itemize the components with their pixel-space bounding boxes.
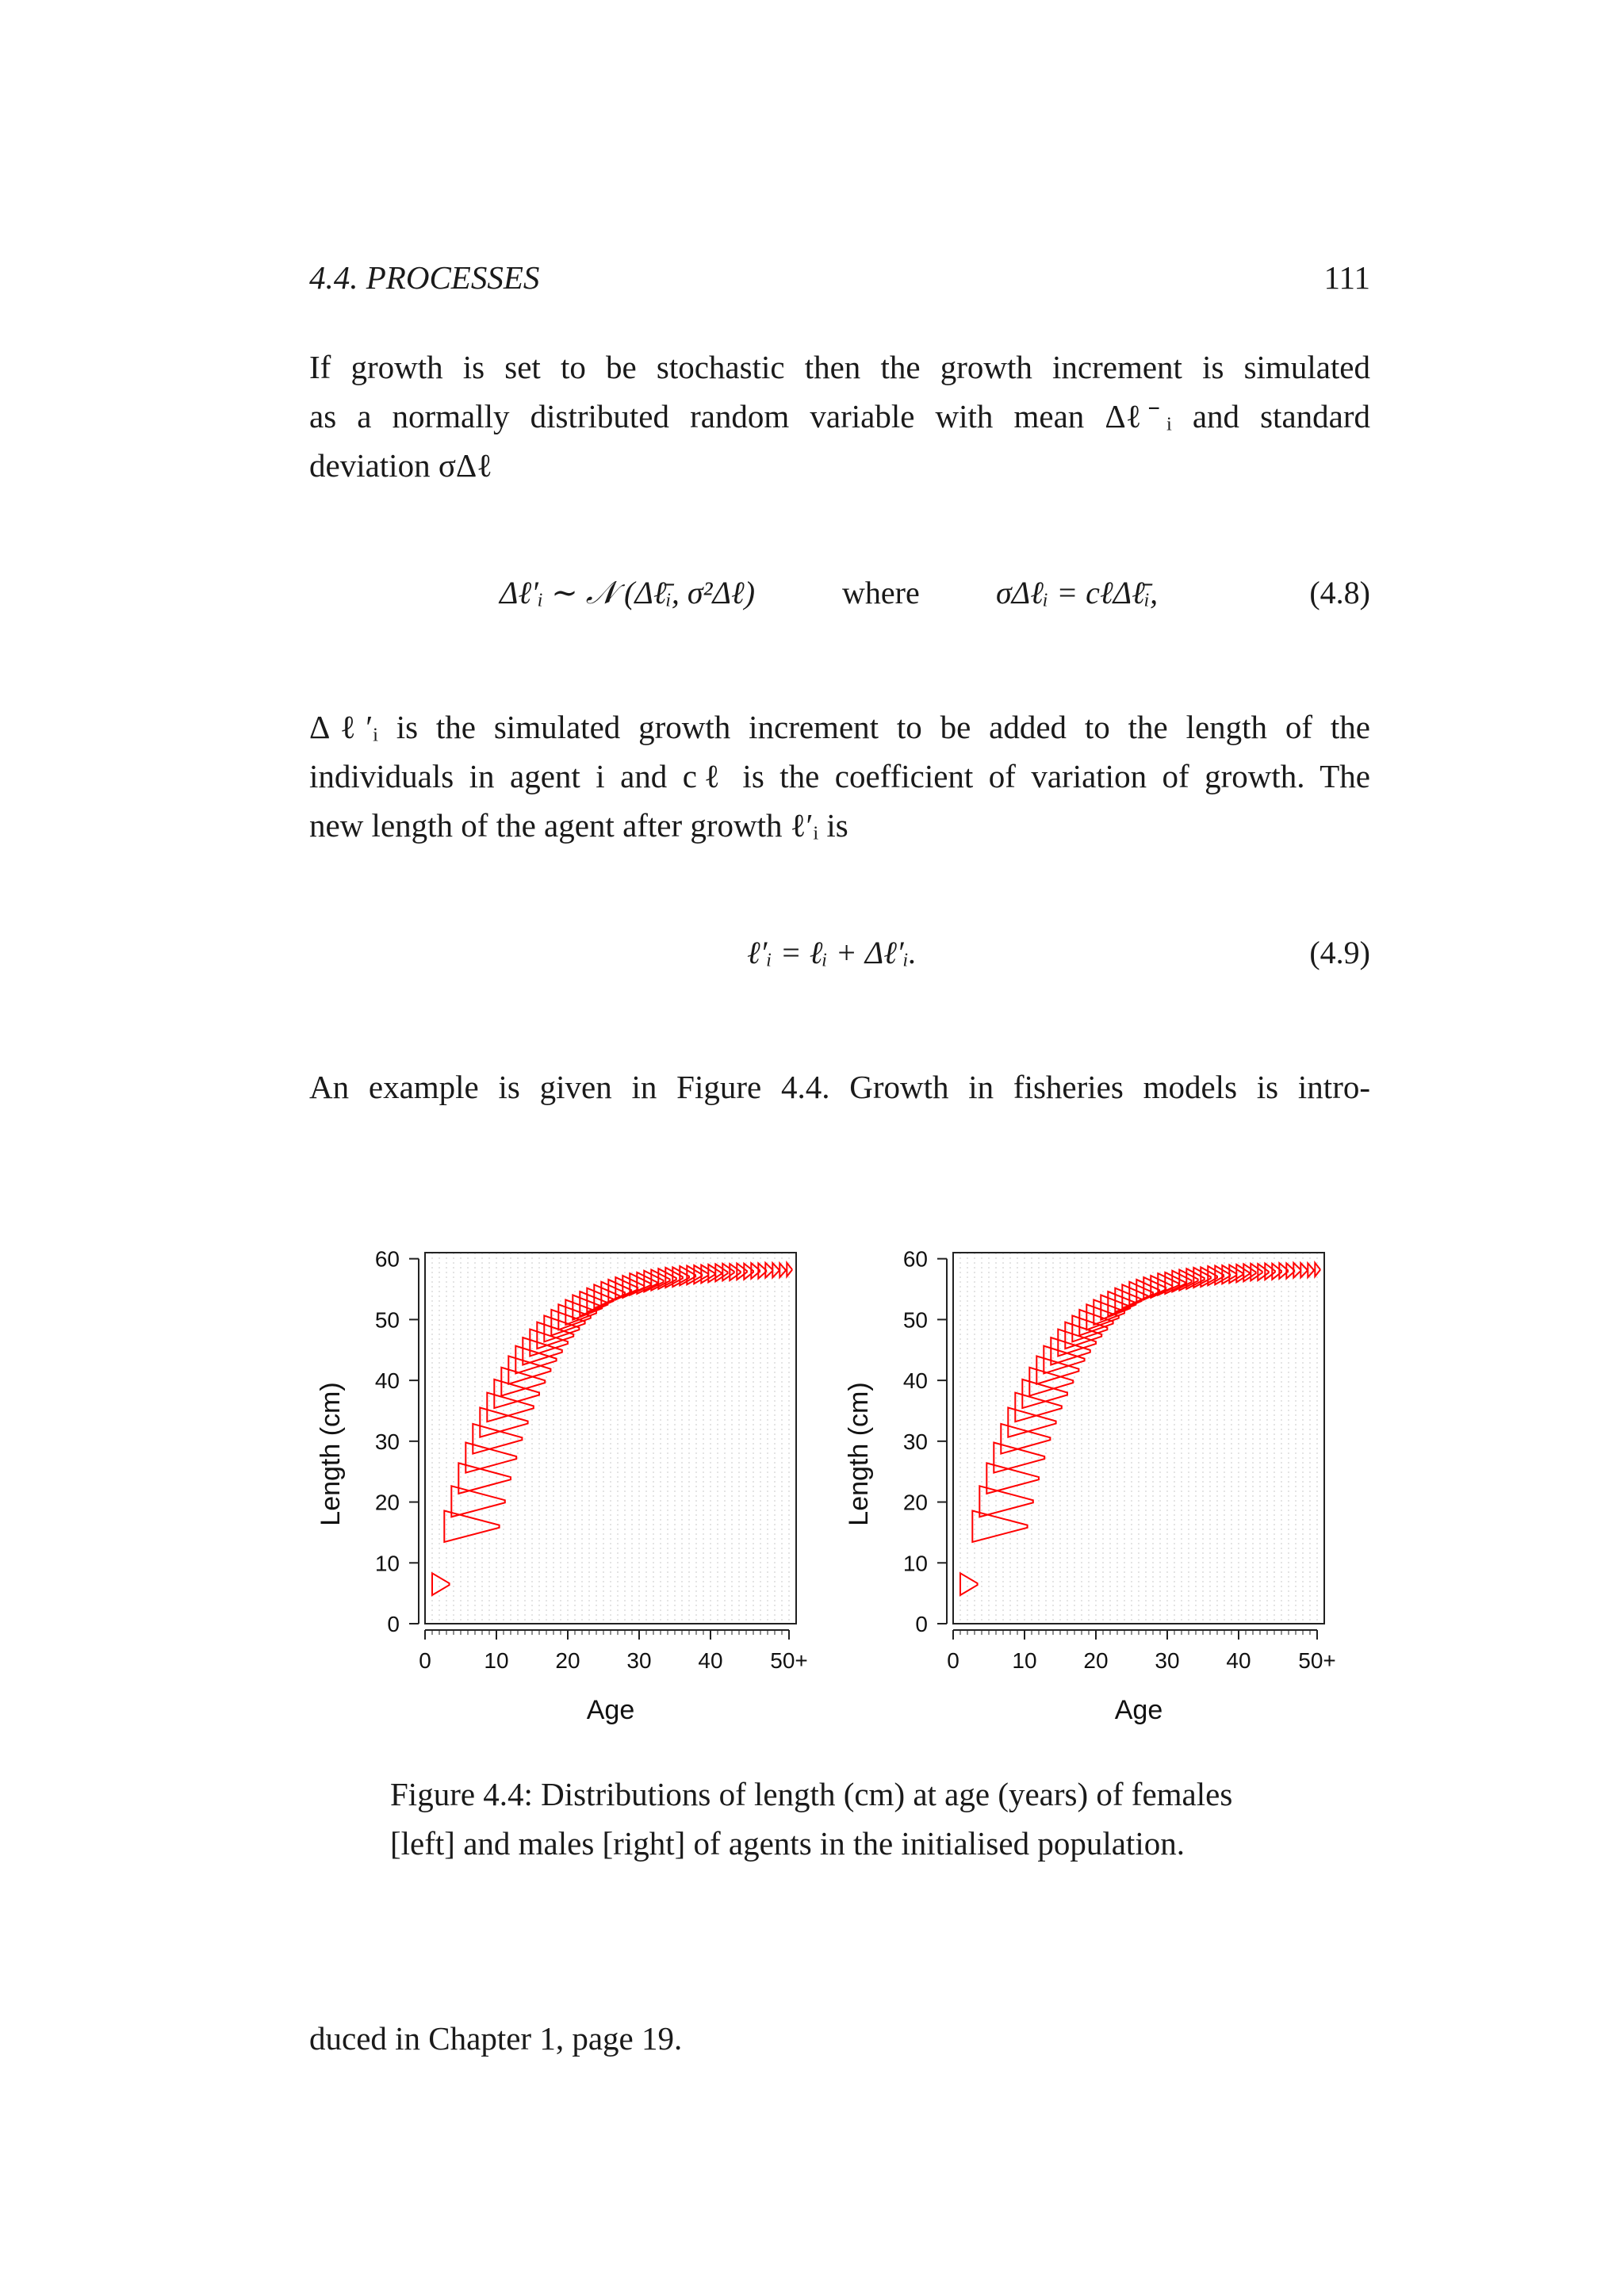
x-tick-label: 50+ — [1298, 1648, 1336, 1673]
chart-panel-left — [316, 1247, 808, 1725]
x-axis-label: Age — [586, 1695, 635, 1725]
x-tick-label: 40 — [1226, 1648, 1251, 1673]
length-distribution-age-3 — [444, 1511, 499, 1542]
page-header — [309, 258, 1370, 303]
length-distribution-age-49 — [772, 1263, 779, 1277]
y-axis-label: Length (cm) — [316, 1382, 346, 1526]
x-tick-label: 0 — [947, 1648, 959, 1673]
y-tick-label: 0 — [915, 1612, 928, 1636]
y-tick-label: 20 — [374, 1490, 400, 1515]
length-distribution-age-50 — [1308, 1263, 1313, 1277]
x-tick-label: 0 — [419, 1648, 431, 1673]
length-distribution-age-51 — [787, 1263, 791, 1276]
paragraph-line: new length of the agent after growth ℓ′ᵢ is — [309, 807, 848, 844]
length-distribution-age-3 — [972, 1511, 1027, 1542]
length-distribution-age-51 — [1315, 1263, 1320, 1276]
x-axis-label: Age — [1114, 1695, 1163, 1725]
y-tick-label: 40 — [902, 1368, 928, 1394]
x-tick-label: 50+ — [770, 1648, 808, 1673]
y-tick-label: 50 — [374, 1307, 400, 1333]
x-tick-label: 20 — [555, 1648, 580, 1673]
paragraph-line: duced in Chapter 1, page 19. — [309, 2020, 683, 2057]
paragraph-line: Δℓ′ᵢ is the simulated growth increment to be added to the length of the — [309, 709, 1370, 745]
x-tick-label: 10 — [1012, 1648, 1037, 1673]
length-distribution-age-44 — [1265, 1264, 1275, 1280]
y-tick-label: 60 — [374, 1246, 400, 1272]
x-tick-label: 30 — [626, 1648, 652, 1673]
x-tick-label: 10 — [484, 1648, 509, 1673]
figure-4-4 — [301, 1221, 1380, 1744]
equation-number: (4.9) — [1309, 935, 1370, 970]
y-tick-label: 10 — [902, 1551, 928, 1576]
x-tick-label: 20 — [1083, 1648, 1109, 1673]
equation-4-9 — [309, 934, 1370, 982]
chart-panel-right — [844, 1247, 1336, 1725]
page-number: 111 — [1323, 259, 1370, 296]
caption-line: [left] and males [right] of agents in the initialised population. — [390, 1825, 1185, 1862]
length-distribution-age-4 — [979, 1486, 1033, 1517]
y-tick-label: 60 — [902, 1246, 928, 1272]
equation-where: where — [842, 575, 920, 610]
figure-charts — [301, 1221, 1380, 1744]
paragraph-line: If growth is set to be stochastic then the growth increment is simulated — [309, 349, 1370, 385]
x-tick-label: 40 — [698, 1648, 723, 1673]
paragraph-line: An example is given in Figure 4.4. Growth in fisheries models is intro- — [309, 1069, 1370, 1105]
figure-caption — [390, 1770, 1310, 1868]
paragraph-4 — [309, 2014, 1370, 2063]
paragraph-line: as a normally distributed random variable with mean Δℓ̄ᵢ and standard — [309, 398, 1370, 434]
running-head: 4.4. PROCESSES — [309, 259, 540, 296]
length-distribution-age-44 — [737, 1264, 747, 1280]
equation-rhs: σΔℓᵢ = cℓΔℓ̄ᵢ, — [996, 575, 1159, 610]
y-tick-label: 0 — [387, 1612, 400, 1636]
y-tick-label: 10 — [374, 1551, 400, 1576]
y-tick-label: 30 — [902, 1429, 928, 1454]
equation-4-8 — [309, 574, 1370, 622]
equation-lhs: Δℓ′ᵢ ∼ 𝒩 (Δℓ̄ᵢ, σ²Δℓ) — [500, 575, 756, 610]
y-tick-label: 30 — [374, 1429, 400, 1454]
paragraph-2 — [309, 702, 1370, 850]
y-tick-label: 20 — [902, 1490, 928, 1515]
x-tick-label: 30 — [1155, 1648, 1180, 1673]
length-distribution-age-4 — [451, 1486, 505, 1517]
paragraph-line: individuals in agent i and cℓ is the coefficient of variation of growth. The — [309, 758, 1370, 794]
y-axis-label: Length (cm) — [844, 1382, 874, 1526]
y-tick-label: 50 — [902, 1307, 928, 1333]
length-distribution-age-50 — [779, 1263, 785, 1277]
caption-line: Figure 4.4: Distributions of length (cm) at age (years) of females — [390, 1776, 1233, 1812]
equation-number: (4.8) — [1309, 575, 1370, 610]
y-tick-label: 40 — [374, 1368, 400, 1394]
paragraph-3 — [309, 1062, 1370, 1112]
length-distribution-age-49 — [1300, 1263, 1307, 1277]
equation-body: ℓ′ᵢ = ℓᵢ + Δℓ′ᵢ. — [747, 935, 917, 970]
paragraph-1 — [309, 342, 1370, 490]
paragraph-line: deviation σΔℓ — [309, 447, 492, 484]
